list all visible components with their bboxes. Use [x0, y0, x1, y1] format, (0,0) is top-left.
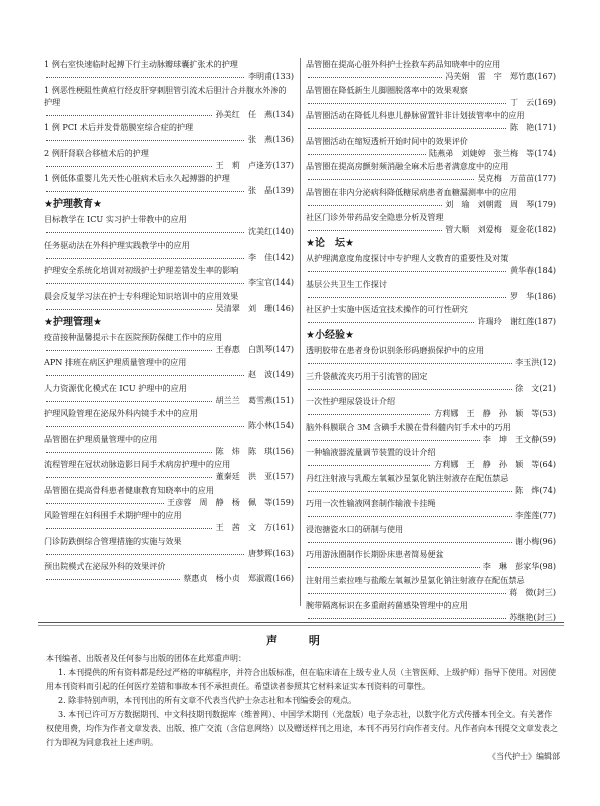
toc-entry: [44, 356, 294, 380]
entry-title: 品管圈在提高骨科患者健康教育知晓率中的应用: [44, 484, 214, 495]
declaration-title: 声 明: [266, 634, 334, 647]
declaration-item: 2. 除非特别声明，本刊刊出的所有文章不代表当代护士杂志社和本刊编委会的观点。: [58, 696, 357, 705]
entry-authors-page: 李宝官(144): [245, 277, 294, 287]
entry-authors-page: 吴清翠 刘 珊(146): [213, 303, 294, 313]
toc-entry: [306, 252, 556, 276]
entry-authors-page: 刘 瑜 刘朝霞 周 琴(179): [442, 199, 556, 209]
entry-authors-page: 陈 炜 陈 琪(156): [213, 446, 294, 456]
entry-title: 脑外科膜联合 3M 含碘手术膜在骨科髓内钉手术中的巧用: [306, 421, 511, 432]
entry-title: 人力资源优化模式在 ICU 护理中的应用: [44, 382, 187, 393]
separator-line: [38, 625, 564, 626]
entry-authors-page: 陈 烨(74): [512, 485, 556, 495]
toc-entry: [44, 264, 294, 288]
toc-entry: [306, 523, 556, 547]
declaration-signature: 《当代护士》编辑部: [488, 752, 560, 761]
entry-title: 疫苗接种温馨提示卡在医院预防保健工作中的应用: [44, 331, 223, 342]
toc-entry: [306, 446, 556, 470]
entry-title: 三升袋截流夹巧用于引流管的固定: [306, 370, 428, 381]
toc-entry: [306, 344, 556, 368]
entry-authors-page: 李 坤 王文静(59): [480, 434, 556, 444]
entry-title: 一种输液器流量调节装置的设计介绍: [306, 447, 436, 457]
entry-title: 注射用兰索拉唑与盐酸左氧氟沙星氯化钠注射液存在配伍禁忌: [306, 574, 525, 585]
entry-title: 1 例低体重婴儿先天性心脏病术后永久起搏器的护理: [44, 173, 230, 183]
entry-authors-page: 许瑞玲 谢红莲(187): [475, 316, 556, 326]
entry-title: 巧用游泳圈制作长期卧床患者简易便盆: [306, 549, 444, 559]
entry-authors-page: 罗 华(186): [507, 291, 556, 301]
toc-entry: [306, 186, 556, 210]
entry-authors-page: 蔡惠贞 杨小贞 郑淑霞(166): [180, 573, 294, 583]
entry-title: 护理风险管理在泌尿外科内镜手术中的应用: [44, 408, 198, 418]
entry-authors-page: 苏继艳(封三): [506, 612, 556, 622]
entry-authors-page: 黄华春(184): [507, 265, 556, 275]
entry-authors-page: 陆燕弟 刘婕婷 张兰梅 等(174): [426, 148, 556, 158]
entry-title: 品管圈在提高房颤射频消融全麻术后患者满意度中的应用: [306, 161, 509, 171]
entry-authors-page: 陈小林(154): [245, 420, 294, 430]
toc-left-column: [44, 58, 294, 586]
entry-authors-page: 李莲莲(77): [512, 510, 556, 520]
toc-entry: [306, 211, 556, 235]
entry-title: 从护理满意度角度探讨中专护理人文教育的重要性及对策: [306, 253, 509, 263]
entry-title: 社区门诊外带药品安全隐患分析及管理: [306, 212, 444, 222]
toc-entry: [306, 135, 556, 159]
entry-authors-page: 管大顺 刘爱梅 夏金花(182): [442, 224, 556, 234]
entry-authors-page: 吴克梅 万苗苗(177): [475, 173, 556, 183]
entry-authors-page: 李 琳 彭家华(98): [480, 561, 556, 571]
entry-authors-page: 王 莉 卢逢芳(137): [213, 160, 294, 170]
entry-authors-page: 李玉洪(12): [512, 357, 556, 367]
toc-entry: [44, 509, 294, 533]
toc-entry: [44, 84, 294, 120]
entry-title: 一次性护理尿袋设计介绍: [306, 396, 396, 406]
entry-title: 目标教学在 ICU 实习护士带教中的应用: [44, 214, 187, 224]
entry-authors-page: 张 晶(139): [245, 185, 294, 195]
entry-title: 品管圈活动在缩短透析开始时间中的效果评价: [306, 135, 468, 146]
entry-title: 流程管理在冠状动脉造影日间手术病房护理中的应用: [44, 459, 231, 469]
table-of-contents: [44, 58, 562, 622]
toc-entry: [44, 484, 294, 508]
section-heading: ★论 坛★: [306, 238, 354, 249]
toc-entry: [44, 213, 294, 237]
entry-authors-page: 方莉娜 王 静 孙 颖 等(64): [431, 459, 556, 469]
entry-authors-page: 张 燕(136): [245, 134, 294, 144]
section-heading: ★护理教育★: [44, 199, 102, 210]
toc-entry: [44, 382, 294, 406]
entry-authors-page: 李 佳(142): [245, 252, 294, 262]
toc-entry: [306, 395, 556, 419]
entry-title: 门诊防跌倒综合管理措施的实施与效果: [44, 535, 182, 546]
toc-entry: [44, 407, 294, 431]
toc-entry: [306, 599, 556, 623]
entry-authors-page: 胡兰兰 葛雪燕(151): [213, 395, 294, 405]
entry-title: 1 例 PCI 术后并发骨筋膜室综合症的护理: [44, 122, 194, 132]
entry-title: 1 例恶性梗阻性黄疸行经皮肝穿刺胆管引流术后胆汁合并腹水外渗的护理: [44, 84, 287, 107]
entry-title: 2 例肝肾联合移植术后的护理: [44, 147, 149, 158]
entry-authors-page: 王春惠 白凯琴(147): [213, 344, 294, 354]
entry-title: APN 排班在病区护理质量管理中的应用: [44, 357, 187, 367]
declaration-intro: 本刊编者、出版者及任何参与出版的团体在此郑重声明：: [46, 654, 246, 663]
declaration-item: 3. 本刊已许可万方数据期刊、中文科技期刊数据库（维普网）、中国学术期刊（光盘版）电子杂志社，以数字化方式传播本刊全文。有关著作权使用费，均作为作者文章发表、出版、推广交流（含信息网络）以及赠送样刊之用途，本刊不再另行向作者支付。凡作者向本刊提交文章发表之行为即视为同意我社上述声明。: [46, 710, 558, 747]
toc-right-column: [306, 58, 556, 625]
entry-title: 品管圈在非内分泌病科降低糖尿病患者血糖漏测率中的应用: [306, 186, 517, 197]
entry-title: 品管圈在降低新生儿脚圈脱落率中的效果观察: [306, 84, 468, 95]
toc-entry: [306, 370, 556, 394]
entry-authors-page: 徐 文(21): [512, 383, 556, 393]
entry-title: 护理安全系统化培训对初级护士护理差错发生率的影响: [44, 265, 239, 275]
entry-title: 任务驱动法在外科护理实践教学中的应用: [44, 239, 190, 250]
entry-title: 社区护士实施中医适宜技术操作的可行性研究: [306, 304, 468, 314]
entry-title: 品管圈在护理质量管理中的应用: [44, 433, 158, 444]
toc-entry: [44, 58, 294, 82]
toc-entry: [44, 147, 294, 171]
toc-entry: [44, 433, 294, 457]
entry-authors-page: 冯芙娟 雷 宇 郑竹惠(167): [442, 71, 556, 81]
entry-title: 品管圈在提高心脏外科护士拴救车药品知晓率中的应用: [306, 59, 501, 69]
separator-line: [38, 622, 564, 623]
toc-entry: [306, 160, 556, 184]
entry-authors-page: 孙美红 任 燕(134): [213, 109, 294, 119]
entry-authors-page: 陈 艳(171): [507, 122, 556, 132]
toc-entry: [306, 109, 556, 133]
entry-title: 预出院模式在泌尿外科的效果评价: [44, 561, 166, 571]
entry-authors-page: 赵 波(149): [245, 369, 294, 379]
toc-entry: [306, 303, 556, 327]
toc-entry: [44, 535, 294, 559]
section-heading: ★小经验★: [306, 330, 354, 341]
entry-authors-page: 谢小梅(96): [512, 536, 556, 546]
column-divider: [300, 58, 301, 606]
entry-authors-page: 蒋 微(封三): [506, 587, 556, 597]
entry-title: 巧用一次性输液网套制作输液卡挂绳: [306, 498, 436, 508]
entry-title: 腕带隔离标识在多重耐药菌感染管理中的应用: [306, 600, 468, 610]
entry-authors-page: 王 茜 文 方(161): [213, 522, 294, 532]
entry-authors-page: 董秦廷 洪 亚(157): [213, 471, 294, 481]
entry-title: 1 例右室快速临时起搏下行主动脉瓣球囊扩张术的护理: [44, 59, 238, 69]
toc-entry: [44, 458, 294, 482]
declaration-item: 1. 本刊提供的所有资料都是经过严格的审稿程序，并符合出版标准，但在临床请在上级专业人员（主管医师、上级护师）指导下使用。对因使用本刊资料而引起的任何医疗差错和事故本刊不承担责任。希望读者参照其它材料来证实本刊资料的可靠性。: [46, 668, 557, 691]
toc-entry: [44, 560, 294, 584]
entry-authors-page: 沈美红(140): [245, 226, 294, 236]
toc-entry: [306, 58, 556, 82]
toc-entry: [44, 331, 294, 355]
entry-title: 风险管理在妇科围手术期护理中的应用: [44, 510, 182, 520]
toc-entry: [44, 172, 294, 196]
entry-title: 品管圈活动在降低儿科患儿静脉留置针非计划拔管率中的应用: [306, 110, 525, 120]
entry-title: 丹红注射液与乳酸左氧氟沙星氯化钠注射液存在配伍禁忌: [306, 472, 509, 483]
entry-authors-page: 王彦蓉 周 静 杨 佩 等(159): [164, 497, 294, 507]
toc-entry: [44, 290, 294, 314]
entry-title: 基层公共卫生工作探讨: [306, 278, 387, 289]
entry-title: 晨会反复学习法在护士专科理论知识培训中的应用效果: [44, 290, 239, 301]
toc-entry: [44, 239, 294, 263]
entry-authors-page: 唐梦辉(163): [245, 548, 294, 558]
toc-entry: [306, 574, 556, 598]
section-heading: ★护理管理★: [44, 316, 102, 328]
entry-title: 透明胶带在患者身份识别条形码磨损保护中的应用: [306, 345, 485, 355]
toc-entry: [306, 497, 556, 521]
toc-entry: [306, 278, 556, 302]
toc-entry: [306, 84, 556, 108]
entry-authors-page: 丁 云(169): [507, 97, 556, 107]
toc-entry: [44, 121, 294, 145]
entry-title: 浸泡搪瓷水口的研制与使用: [306, 523, 404, 534]
toc-entry: [306, 548, 556, 572]
entry-authors-page: 李明甫(133): [245, 71, 294, 81]
toc-entry: [306, 421, 556, 445]
toc-entry: [306, 472, 556, 496]
entry-authors-page: 方莉娜 王 静 孙 颖 等(53): [431, 408, 556, 418]
declaration-body: [46, 652, 560, 764]
